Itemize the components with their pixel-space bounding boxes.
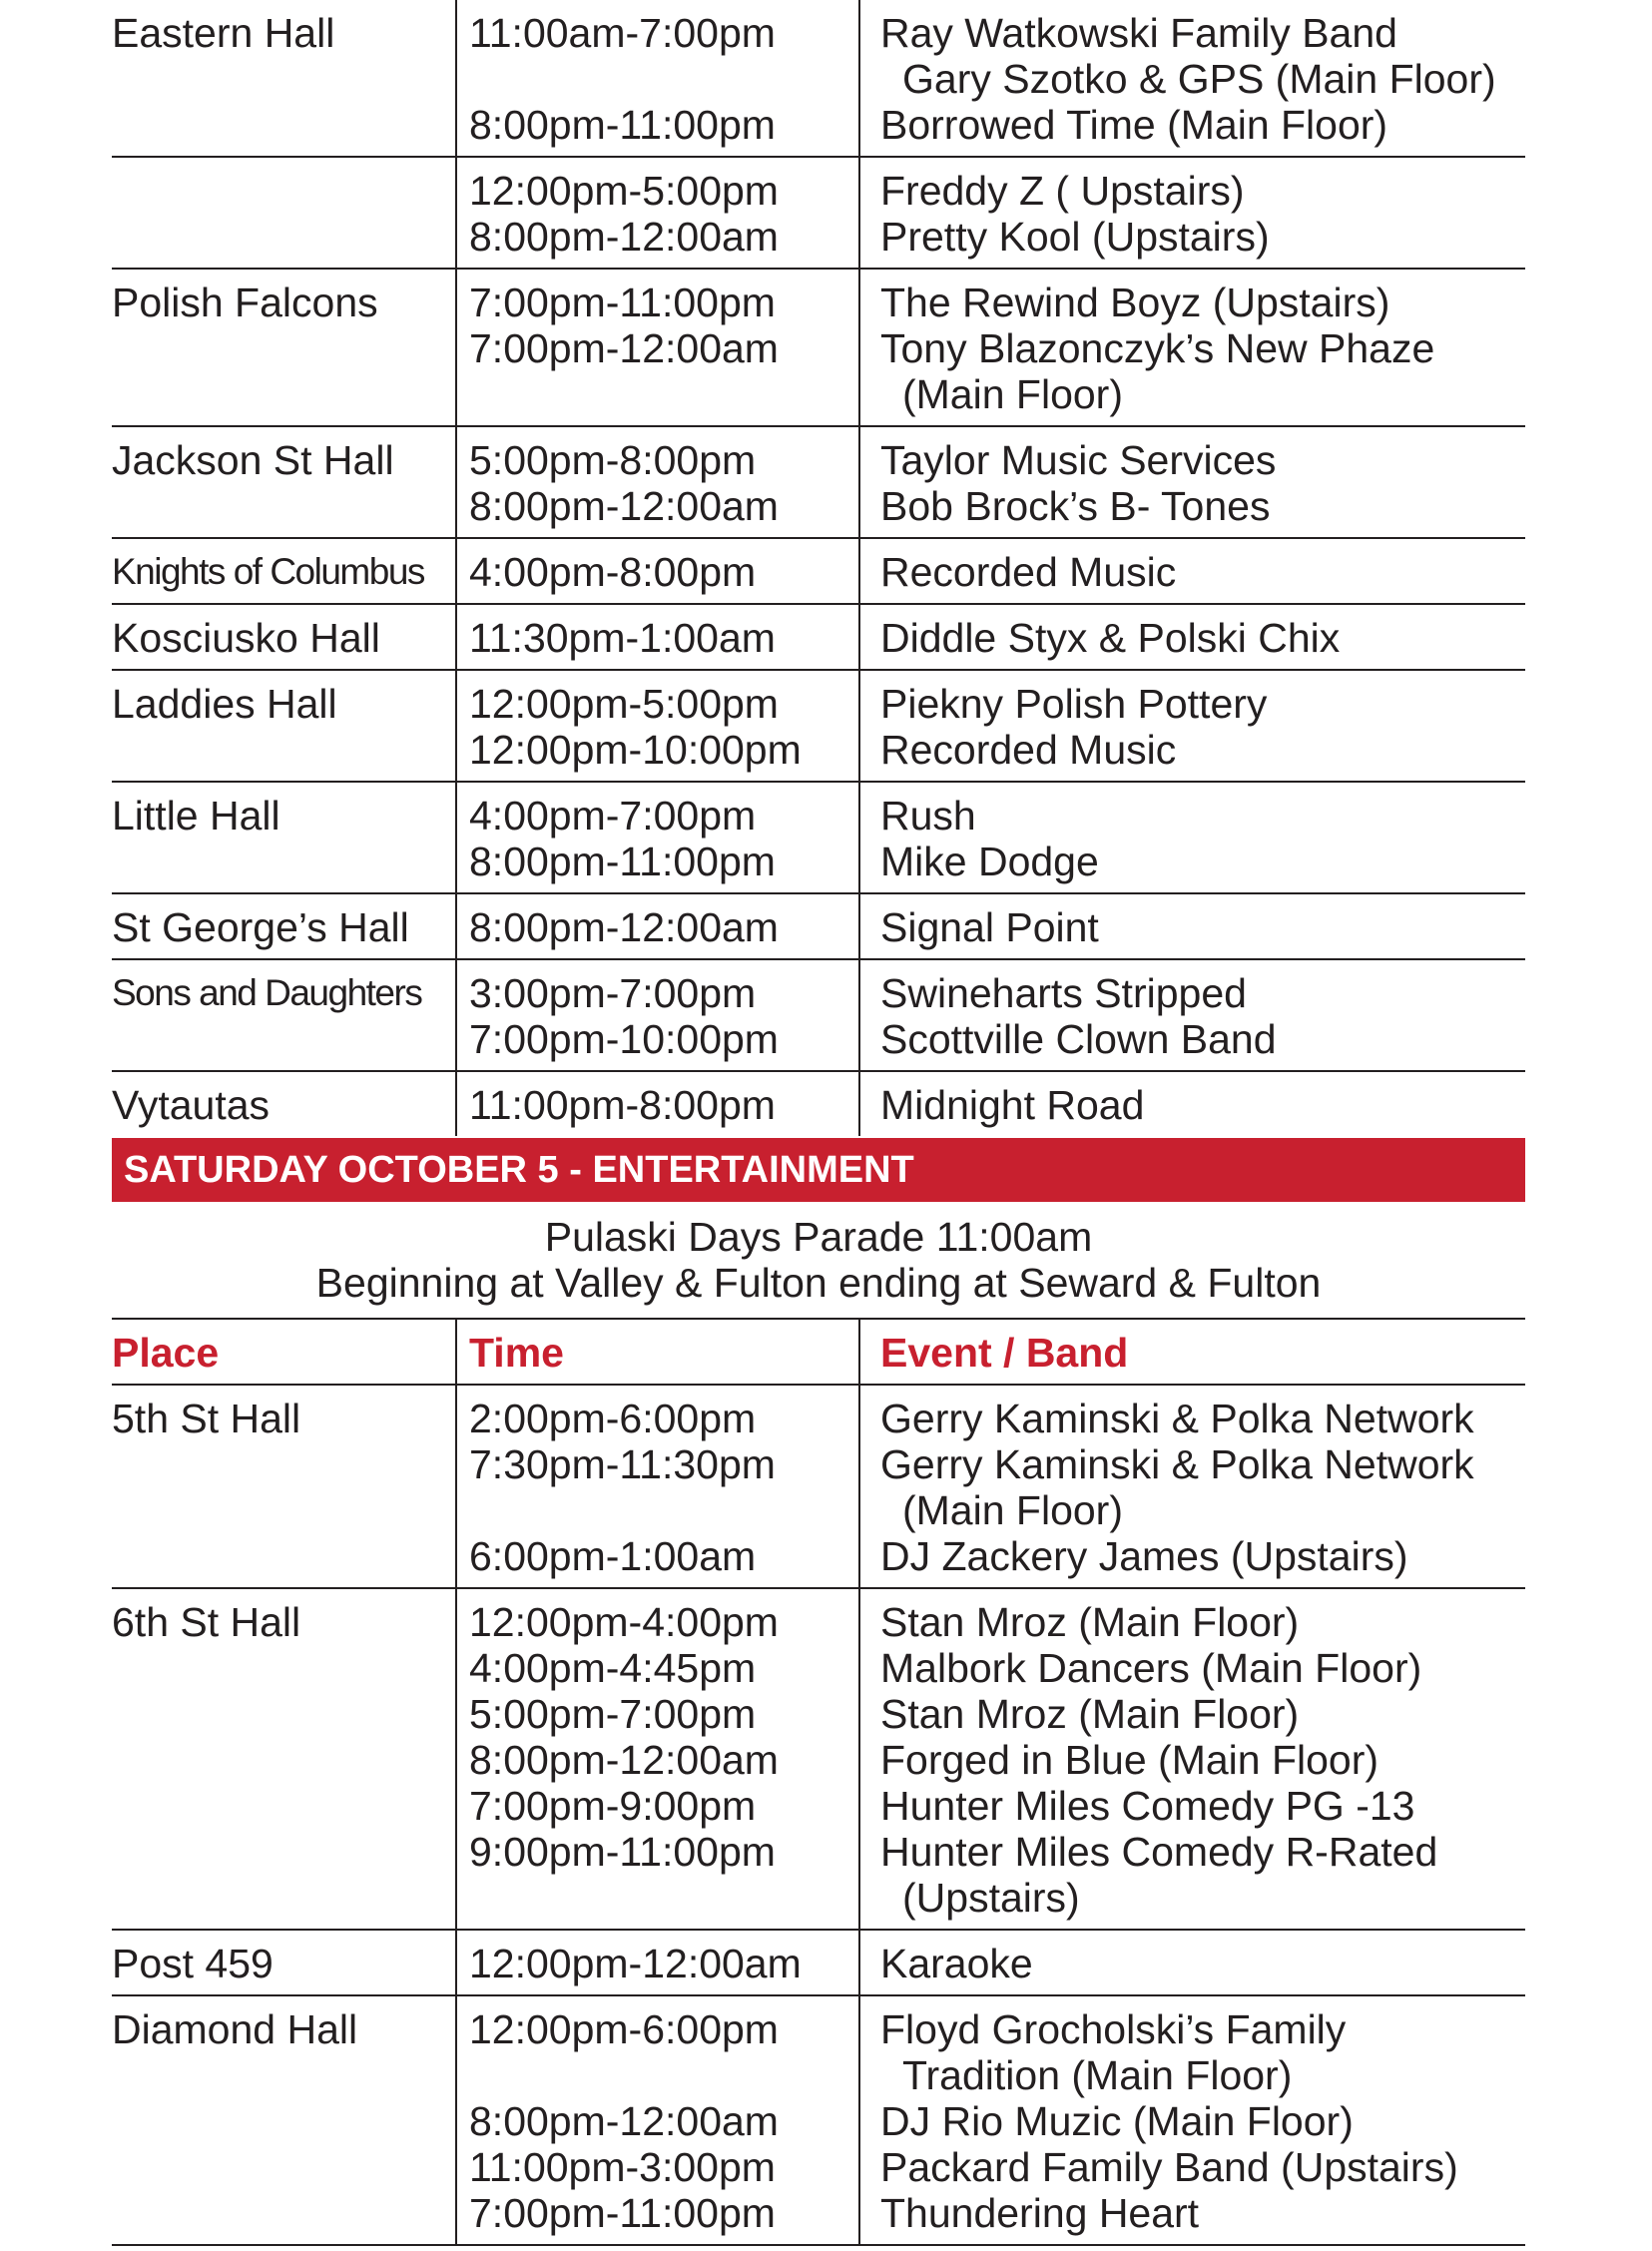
band-entry: Hunter Miles Comedy PG -13	[880, 1783, 1415, 1829]
band-entry: Floyd Grocholski’s Family	[880, 2006, 1347, 2052]
time-slot: 4:00pm-4:45pm	[469, 1645, 757, 1691]
time-slot	[469, 56, 858, 102]
time-slot: 11:00am-7:00pm	[469, 10, 776, 56]
time-slot	[469, 371, 858, 417]
band-cell	[858, 894, 1525, 958]
place-cell: Jackson St Hall	[112, 437, 394, 483]
header-time: Time	[455, 1320, 858, 1384]
band-entry: The Rewind Boyz (Upstairs)	[880, 280, 1390, 325]
time-cell	[455, 1386, 858, 1587]
band-cell	[858, 960, 1525, 1070]
band-cell	[858, 1996, 1525, 2244]
table-row	[112, 1386, 1525, 1589]
time-slot: 12:00pm-4:00pm	[469, 1599, 779, 1645]
schedule-sheet	[112, 0, 1525, 2246]
band-entry: Recorded Music	[880, 549, 1177, 595]
band-cell	[858, 158, 1525, 268]
band-entry: Piekny Polish Pottery	[880, 681, 1268, 727]
band-cell	[858, 1589, 1525, 1929]
parade-notice	[112, 1202, 1525, 1320]
friday-schedule-table	[112, 0, 1525, 1136]
time-slot: 4:00pm-8:00pm	[469, 549, 757, 595]
band-cell	[858, 270, 1525, 425]
time-cell	[455, 427, 858, 537]
place-cell: Diamond Hall	[112, 2006, 358, 2052]
table-row	[112, 1996, 1525, 2246]
time-slot: 7:00pm-11:00pm	[469, 2190, 776, 2236]
time-slot	[469, 2052, 858, 2098]
time-cell	[455, 0, 858, 156]
parade-route: Beginning at Valley & Fulton ending at Seward & Fulton	[315, 1260, 1322, 1306]
time-slot: 8:00pm-12:00am	[469, 904, 779, 950]
band-entry: Tradition (Main Floor)	[902, 2052, 1293, 2098]
time-slot: 6:00pm-1:00am	[469, 1533, 757, 1579]
time-cell	[455, 1589, 858, 1929]
header-band: Event / Band	[858, 1320, 1525, 1384]
time-slot: 12:00pm-5:00pm	[469, 681, 779, 727]
table-row	[112, 1589, 1525, 1931]
place-cell: Vytautas	[112, 1082, 271, 1128]
band-cell	[858, 1931, 1525, 1994]
band-entry: Pretty Kool (Upstairs)	[880, 214, 1270, 260]
time-cell	[455, 1072, 858, 1136]
time-cell	[455, 158, 858, 268]
table-header	[112, 1320, 1525, 1386]
band-entry: DJ Rio Muzic (Main Floor)	[880, 2098, 1354, 2144]
band-cell	[858, 427, 1525, 537]
time-cell	[455, 539, 858, 603]
time-slot: 11:00pm-8:00pm	[469, 1082, 776, 1128]
place-cell: St George’s Hall	[112, 904, 409, 950]
band-entry: Swineharts Stripped	[880, 970, 1247, 1016]
time-cell	[455, 671, 858, 781]
place-cell: Polish Falcons	[112, 280, 378, 325]
time-slot: 12:00pm-12:00am	[469, 1941, 802, 1986]
band-cell	[858, 0, 1525, 156]
band-entry: Borrowed Time (Main Floor)	[880, 102, 1388, 148]
time-slot	[469, 1487, 858, 1533]
table-row	[112, 1072, 1525, 1136]
time-slot: 8:00pm-12:00am	[469, 2098, 779, 2144]
table-row	[112, 894, 1525, 960]
table-row	[112, 783, 1525, 894]
place-cell: 5th St Hall	[112, 1396, 301, 1441]
band-entry: (Main Floor)	[902, 371, 1123, 417]
table-row	[112, 960, 1525, 1072]
time-cell	[455, 894, 858, 958]
time-slot: 5:00pm-8:00pm	[469, 437, 757, 483]
band-entry: DJ Zackery James (Upstairs)	[880, 1533, 1408, 1579]
band-entry: Freddy Z ( Upstairs)	[880, 168, 1245, 214]
time-cell	[455, 960, 858, 1070]
time-slot: 7:00pm-9:00pm	[469, 1783, 757, 1829]
time-slot: 7:00pm-12:00am	[469, 325, 779, 371]
time-slot: 12:00pm-6:00pm	[469, 2006, 779, 2052]
table-row	[112, 671, 1525, 783]
time-slot: 7:00pm-11:00pm	[469, 280, 776, 325]
band-cell	[858, 671, 1525, 781]
band-entry: Gary Szotko & GPS (Main Floor)	[902, 56, 1496, 102]
time-slot: 4:00pm-7:00pm	[469, 793, 757, 839]
time-slot: 7:30pm-11:30pm	[469, 1441, 776, 1487]
table-row	[112, 270, 1525, 427]
time-slot: 8:00pm-11:00pm	[469, 839, 776, 884]
table-row	[112, 158, 1525, 270]
band-entry: Recorded Music	[880, 727, 1177, 773]
place-cell: Sons and Daughters	[112, 972, 422, 1013]
band-entry: Midnight Road	[880, 1082, 1145, 1128]
time-slot: 5:00pm-7:00pm	[469, 1691, 757, 1737]
band-entry: Stan Mroz (Main Floor)	[880, 1599, 1300, 1645]
time-slot: 11:00pm-3:00pm	[469, 2144, 776, 2190]
saturday-banner: SATURDAY OCTOBER 5 - ENTERTAINMENT	[112, 1138, 1525, 1202]
time-cell	[455, 1996, 858, 2244]
place-cell: Laddies Hall	[112, 681, 337, 727]
band-entry: Tony Blazonczyk’s New Phaze	[880, 325, 1435, 371]
band-entry: Forged in Blue (Main Floor)	[880, 1737, 1379, 1783]
table-row	[112, 605, 1525, 671]
band-cell	[858, 605, 1525, 669]
band-entry: Taylor Music Services	[880, 437, 1277, 483]
time-slot: 12:00pm-10:00pm	[469, 727, 802, 773]
band-entry: Malbork Dancers (Main Floor)	[880, 1645, 1422, 1691]
band-entry: Hunter Miles Comedy R-Rated	[880, 1829, 1438, 1875]
header-place: Place	[112, 1330, 220, 1376]
time-slot: 11:30pm-1:00am	[469, 615, 776, 661]
place-cell: Post 459	[112, 1941, 274, 1986]
band-entry: Packard Family Band (Upstairs)	[880, 2144, 1458, 2190]
saturday-schedule-table	[112, 1386, 1525, 2246]
band-cell	[858, 1072, 1525, 1136]
place-cell: Knights of Columbus	[112, 551, 424, 592]
time-slot: 7:00pm-10:00pm	[469, 1016, 779, 1062]
time-slot: 3:00pm-7:00pm	[469, 970, 757, 1016]
band-entry: (Upstairs)	[902, 1875, 1080, 1921]
band-cell	[858, 539, 1525, 603]
place-cell: 6th St Hall	[112, 1599, 301, 1645]
band-entry: Scottville Clown Band	[880, 1016, 1277, 1062]
time-slot: 2:00pm-6:00pm	[469, 1396, 757, 1441]
place-cell: Eastern Hall	[112, 10, 335, 56]
parade-title: Pulaski Days Parade 11:00am	[544, 1214, 1093, 1260]
band-entry: Bob Brock’s B- Tones	[880, 483, 1271, 529]
band-entry: Diddle Styx & Polski Chix	[880, 615, 1341, 661]
band-cell	[858, 1386, 1525, 1587]
band-entry: Thundering Heart	[880, 2190, 1200, 2236]
time-slot: 8:00pm-12:00am	[469, 214, 779, 260]
time-slot: 9:00pm-11:00pm	[469, 1829, 776, 1875]
place-cell: Little Hall	[112, 793, 280, 839]
band-entry: Signal Point	[880, 904, 1099, 950]
time-slot: 8:00pm-11:00pm	[469, 102, 776, 148]
time-slot: 12:00pm-5:00pm	[469, 168, 779, 214]
place-cell	[112, 168, 455, 260]
band-entry: Mike Dodge	[880, 839, 1099, 884]
band-entry: (Main Floor)	[902, 1487, 1123, 1533]
time-cell	[455, 1931, 858, 1994]
band-entry: Gerry Kaminski & Polka Network	[880, 1396, 1474, 1441]
place-cell: Kosciusko Hall	[112, 615, 380, 661]
time-cell	[455, 783, 858, 892]
time-cell	[455, 270, 858, 425]
time-slot	[469, 1875, 858, 1921]
time-slot: 8:00pm-12:00am	[469, 483, 779, 529]
band-entry: Rush	[880, 793, 976, 839]
table-row	[112, 0, 1525, 158]
band-entry: Ray Watkowski Family Band	[880, 10, 1397, 56]
band-cell	[858, 783, 1525, 892]
table-row	[112, 427, 1525, 539]
band-entry: Stan Mroz (Main Floor)	[880, 1691, 1300, 1737]
time-cell	[455, 605, 858, 669]
band-entry: Gerry Kaminski & Polka Network	[880, 1441, 1474, 1487]
table-row	[112, 1931, 1525, 1996]
time-slot: 8:00pm-12:00am	[469, 1737, 779, 1783]
band-entry: Karaoke	[880, 1941, 1033, 1986]
table-row	[112, 539, 1525, 605]
